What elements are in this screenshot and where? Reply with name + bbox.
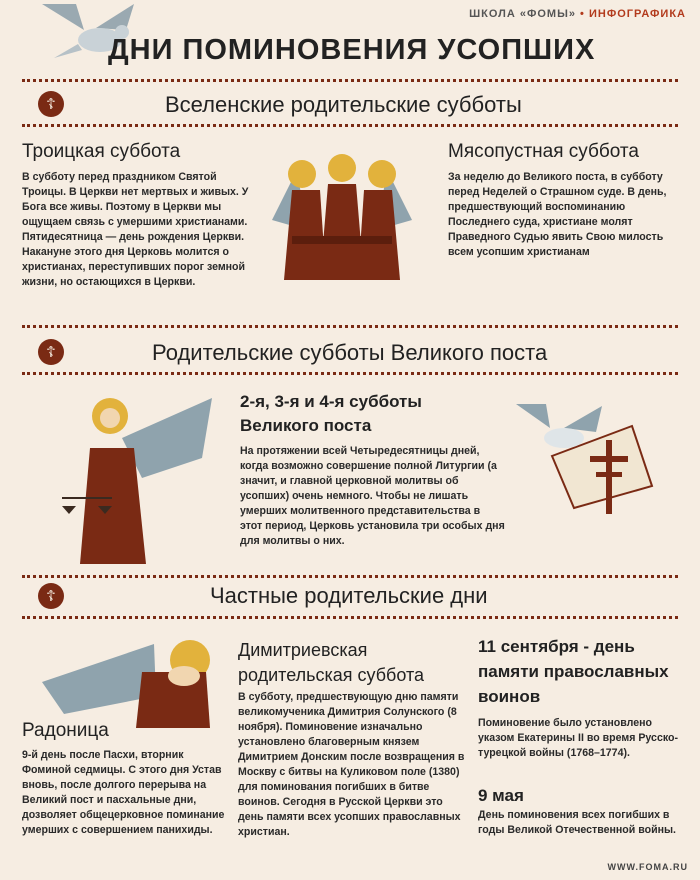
page-title: ДНИ ПОМИНОВЕНИЯ УСОПШИХ bbox=[108, 34, 596, 66]
mourning-angel-illustration bbox=[38, 632, 228, 732]
september-11-text: Поминовение было установлено указом Екатерины II во время Русско-турецкой войны (1768–1774). bbox=[478, 717, 678, 759]
brand-separator: • bbox=[580, 8, 585, 20]
lent-saturdays-text: На протяжении всей Четыредесятницы дней, когда возможно совершение полной Литургии (а значит, и главной церковной молитвы об усопших) очень немного. Чтобы не лишать умерших молитвенного представительства в этот период, Церковь установила три особых дня для молитвы о них. bbox=[240, 445, 505, 547]
orthodox-cross-icon: ☦ bbox=[38, 91, 64, 117]
dotted-divider bbox=[22, 325, 678, 328]
dotted-divider bbox=[22, 124, 678, 127]
meatfare-saturday-text: За неделю до Великого поста, в субботу перед Неделей о Страшном суде. В день, предшествующий воспоминанию Последнего суда, христиане молят Праведного Судью явить Свою милость всем усопшим христианам bbox=[448, 171, 667, 258]
dotted-divider bbox=[22, 575, 678, 578]
footer-site: WWW.FOMA.RU bbox=[607, 862, 688, 872]
lent-saturdays-title: 2-я, 3-я и 4-я субботы Великого поста bbox=[240, 392, 422, 435]
category-label: ИНФОГРАФИКА bbox=[588, 8, 686, 20]
section-title-private: Частные родительские дни bbox=[210, 583, 488, 608]
dotted-divider bbox=[22, 79, 678, 82]
dotted-divider bbox=[22, 616, 678, 619]
may-9-text: День поминовения всех погибших в годы Великой Отечественной войны. bbox=[478, 809, 676, 836]
dimitry-saturday-title: Димитриевская родительская суббота bbox=[238, 640, 425, 685]
meatfare-saturday-title: Мясопустная суббота bbox=[448, 141, 639, 162]
dove-and-book-illustration bbox=[512, 398, 662, 518]
dotted-divider bbox=[22, 372, 678, 375]
orthodox-cross-icon: ☦ bbox=[38, 339, 64, 365]
trinity-saturday-text: В субботу перед праздником Святой Троицы. В Церкви нет мертвых и живых. У Бога все живы. Поэтому в Церкви мы ощущаем связь с умершими христианами. Пятидесятница — день рождения Церкви. Накануне этого дня Церковь молится о христианах, переступивших порог земной жизни, но остающихся в Церкви. bbox=[22, 171, 249, 288]
may-9-title: 9 мая bbox=[478, 786, 524, 805]
radonitsa-title: Радоница bbox=[22, 720, 109, 741]
section-title-universal: Вселенские родительские субботы bbox=[165, 92, 522, 117]
trinity-saturday-title: Троицкая суббота bbox=[22, 141, 181, 162]
orthodox-cross-icon: ☦ bbox=[38, 583, 64, 609]
section-title-lent: Родительские субботы Великого поста bbox=[152, 340, 548, 365]
angel-with-scales-illustration bbox=[62, 388, 222, 568]
header-brand bbox=[469, 8, 686, 20]
dimitry-saturday-text: В субботу, предшествующую дню памяти великомученика Димитрия Солунского (8 ноября). Поминовение изначально установлено благоверным князем Димитрием Донским после возвращения в Москву с битвы на Куликовом поле (1380) для поминования погибших в битве воинов. Сегодня в Русской Церкви это день памяти всех усопших православных христиан. bbox=[238, 691, 465, 838]
september-11-title: 11 сентября - день памяти православных воинов bbox=[478, 637, 669, 706]
trinity-icon-illustration bbox=[262, 150, 422, 290]
school-name: ШКОЛА «ФОМЫ» bbox=[469, 8, 576, 20]
radonitsa-text: 9-й день после Пасхи, вторник Фоминой седмицы. С этого дня Устав вновь, после долгого перерыва на Великий пост и пасхальные дни, дозволяет общецерковное поминание умерших с совершением панихиды. bbox=[22, 749, 225, 836]
